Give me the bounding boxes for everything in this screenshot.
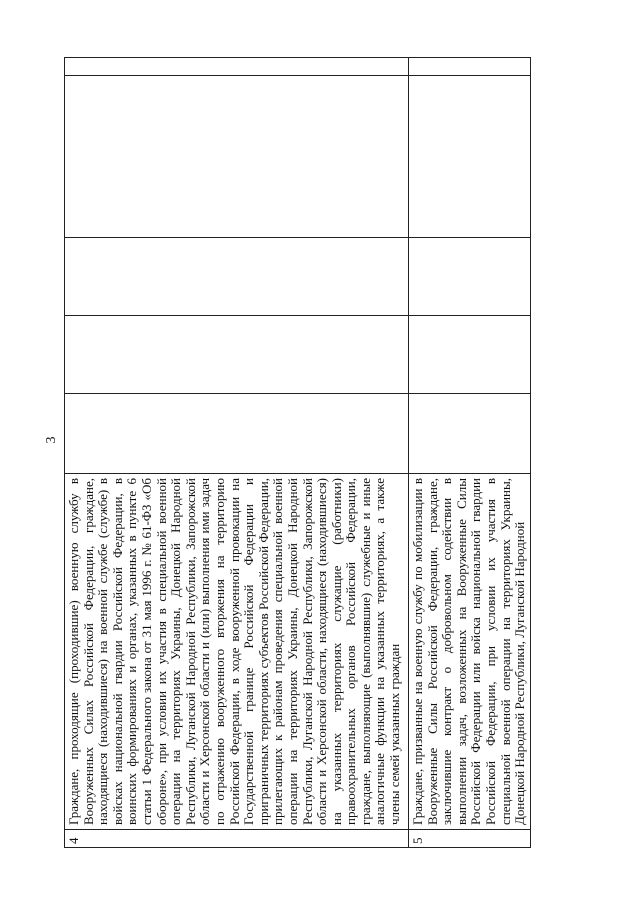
table-row (65, 58, 409, 848)
beneficiary-table (64, 57, 531, 848)
row-number: 4 (65, 830, 409, 848)
empty-cell (409, 58, 531, 76)
empty-cell (409, 76, 531, 238)
empty-cell (409, 238, 531, 316)
row-text: Граждане, призванные на военную службу по мобилизации в Вооруженные Силы Российской Федерации, граждане, заключившие контракт о добровольном содействии в выполнении задач, возложенных на Вооруженные Силы Российской Федерации или войска национальной гвардии Российской Федерации, при условии их участия в специальной военной операции на территориях Украины, Донецкой Народной Республики, Луганской Народной (409, 474, 531, 830)
empty-cell (65, 238, 409, 316)
empty-cell (409, 394, 531, 474)
empty-cell (409, 316, 531, 394)
page-number: 3 (44, 436, 59, 444)
empty-cell (65, 76, 409, 238)
row-text: Граждане, проходящие (проходившие) военную службу в Вооруженных Силах Российской Федерации, граждане, находящиеся (находившиеся) на военной службе (службе) в войсках национальной гвардии Российской Федерации, в воинских формированиях и органах, указанных в пункте 6 статьи 1 Федерального закона от 31 мая 1996 г. № 61-ФЗ «Об обороне», при условии их участия в специальной военной операции на территориях Украины, Донецкой Народной Республики, Луганской Народной Республики, Запорожской области и Херсонской области и (или) выполнения ими задач по отражению вооруженного вторжения на территорию Российской Федерации, в ходе вооруженной провокации на Государственной границе Российской Федерации и приграничных территориях субъектов Российской Федерации, прилегающих к районам проведения специальной военной операции на территориях Украины, Донецкой Народной Республики, Луганской Народной Республики, Запорожской области и Херсонской области, находящиеся (находившиеся) на указанных территориях служащие (работники) правоохранительных органов Российской Федерации, граждане, выполняющие (выполнявшие) служебные и иные аналогичные функции на указанных территориях, а также члены семей указанных граждан (65, 474, 409, 830)
empty-cell (65, 316, 409, 394)
empty-cell (65, 394, 409, 474)
empty-cell (65, 58, 409, 76)
table-row (409, 58, 531, 848)
document-table-rotated (64, 58, 528, 848)
row-number: 5 (409, 830, 531, 848)
